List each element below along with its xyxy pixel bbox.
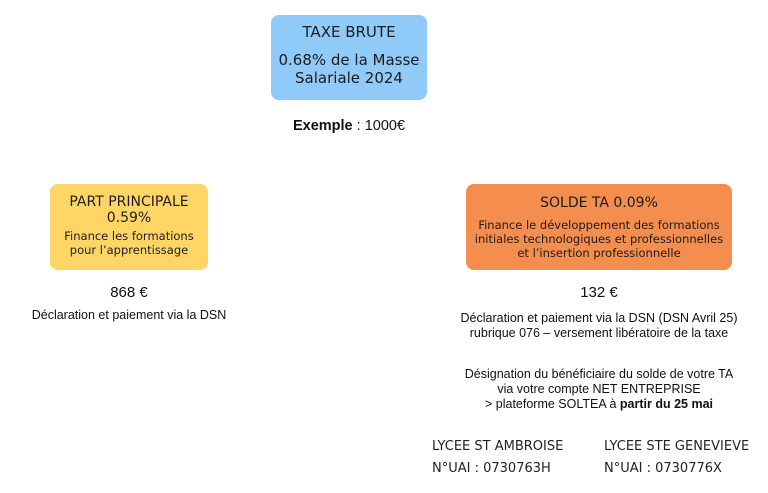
solde-ta-designation-line3 [420, 397, 768, 412]
solde-ta-declaration-line1: Déclaration et paiement via la DSN (DSN Avril 25) [460, 311, 738, 325]
lycee-st-ambroise-uai: N°UAI : 0730763H [432, 461, 551, 476]
part-principale-title: PART PRINCIPALE [69, 194, 189, 210]
taxe-brute-rate: 0.68% de la Masse [278, 51, 420, 69]
part-principale-amount: 868 € [110, 284, 148, 301]
solde-ta-designation [420, 367, 768, 412]
lycee-ste-genevieve [604, 436, 749, 480]
part-principale-desc-line1: Finance les formations [64, 229, 194, 243]
part-principale-desc-line2: pour l’apprentissage [69, 243, 189, 257]
solde-ta-designation-line2: via votre compte NET ENTREPRISE [497, 382, 701, 396]
lycee-st-ambroise [432, 436, 563, 480]
lycee-ste-genevieve-uai: N°UAI : 0730776X [604, 461, 722, 476]
part-principale-declaration: Déclaration et paiement via la DSN [31, 308, 227, 322]
exemple-label: Exemple [292, 118, 353, 134]
part-principale-box [50, 184, 208, 270]
lycee-ste-genevieve-name: LYCEE STE GENEVIEVE [604, 439, 750, 454]
taxe-brute-box [271, 15, 427, 100]
solde-ta-desc-line2: initiales technologiques et professionnelles [474, 232, 724, 246]
solde-ta-amount: 132 € [580, 284, 618, 301]
solde-ta-designation-date: partir du 25 mai [619, 397, 713, 411]
exemple-text [271, 118, 427, 134]
taxe-brute-title: TAXE BRUTE [302, 23, 396, 41]
exemple-value: : 1000€ [352, 118, 406, 134]
taxe-brute-base: Salariale 2024 [295, 69, 403, 87]
solde-ta-box [466, 184, 732, 270]
part-principale-pct: 0.59% [106, 210, 152, 226]
solde-ta-designation-line1: Désignation du bénéficiaire du solde de votre TA [464, 367, 734, 381]
solde-ta-declaration [420, 311, 768, 341]
solde-ta-declaration-line2: rubrique 076 – versement libératoire de la taxe [469, 326, 729, 340]
solde-ta-designation-platform: > plateforme SOLTEA à [485, 397, 620, 411]
solde-ta-desc-line3: et l’insertion professionnelle [517, 246, 681, 260]
solde-ta-title: SOLDE TA 0.09% [540, 195, 658, 211]
lycee-st-ambroise-name: LYCEE ST AMBROISE [432, 439, 564, 454]
solde-ta-desc-line1: Finance le développement des formations [478, 218, 720, 232]
